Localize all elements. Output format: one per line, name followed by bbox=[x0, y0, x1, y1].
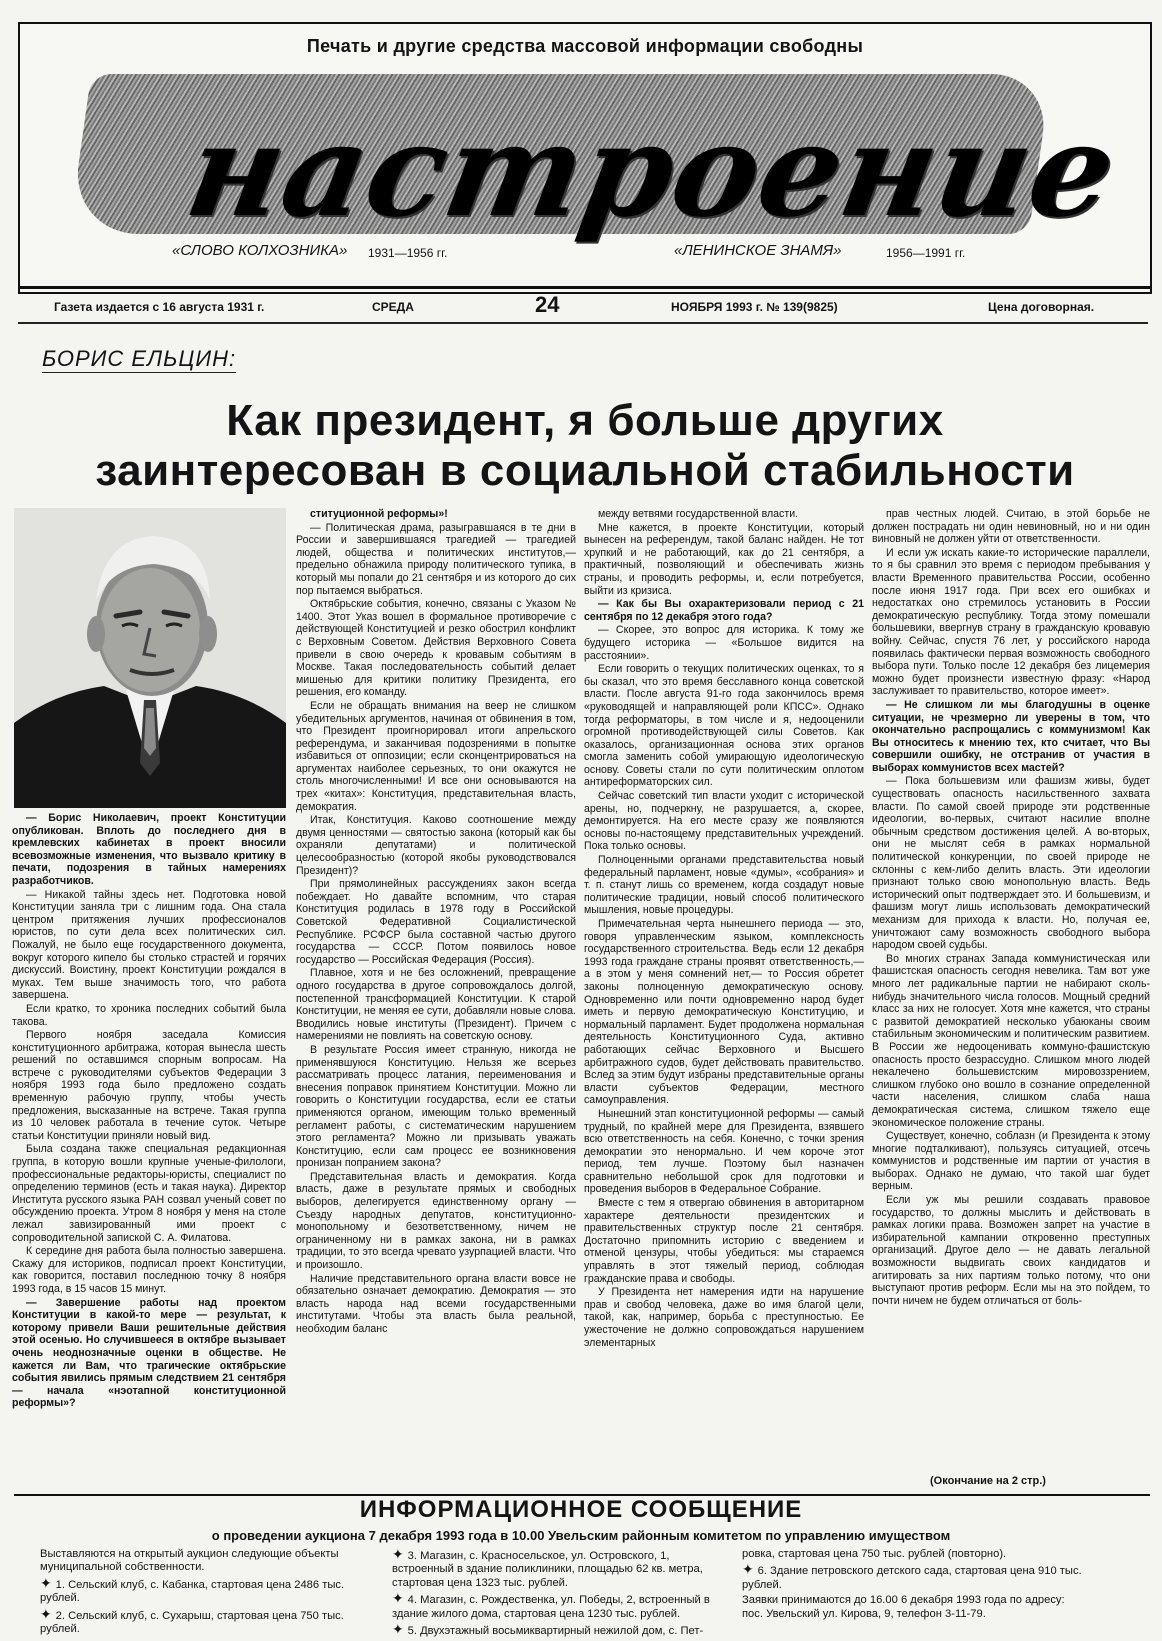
article-paragraph: Если кратко, то хроника последних событий была такова. bbox=[12, 1002, 286, 1028]
info-list-item bbox=[392, 1623, 732, 1638]
info-column-3 bbox=[742, 1548, 1082, 1638]
star-bullet-icon: ✦ bbox=[392, 1548, 408, 1562]
article-paragraph: Вместе с тем я отвергаю обвинения в авторитарном характере деятельности президентских и правительственных структур после 21 сентября. Достаточно припомнить историю с введением и отменой цензуры, чтобы убедиться: мы стараемся управлять в этот тяжелый период, соблюдая гражданские права и свободы. bbox=[584, 1197, 864, 1285]
info-list-item bbox=[742, 1548, 1082, 1561]
headline-line-1: Как президент, я больше других bbox=[226, 396, 944, 445]
article-paragraph: Существует, конечно, соблазн (и Президента к этому многие подталкивают), пользуясь ситуацией, отсечь коммунистов и родственные им партии от участия в выборах. Однако не думаю, что такой шаг будет верным. bbox=[872, 1130, 1150, 1193]
info-list-item bbox=[742, 1563, 1082, 1592]
former-name-1: «СЛОВО КОЛХОЗНИКА» bbox=[172, 242, 348, 259]
article-paragraph: Мне кажется, в проекте Конституции, который вынесен на референдум, такой баланс найден. Не тот хрупкий и не работающий, как до 21 сентября, а практичный, позволяющий и обеспечивать жизнь страны, и проводить реформы, и, если потребуется, выйти из кризиса. bbox=[584, 521, 864, 597]
star-bullet-icon: ✦ bbox=[40, 1574, 56, 1591]
article-paragraph: Октябрьские события, конечно, связаны с Указом № 1400. Этот Указ вошел в формальное противоречие с действующей Конституцией и резко обострил конфликт с Верховным Советом. Действия Верховного Совета привели в свою очередь к кровавым событиям в Москве. Такая последовательность событий делает мишенью для критики политику Президента, его решения, его команду. bbox=[296, 598, 576, 699]
article-column-1 bbox=[12, 812, 286, 1492]
article-paragraph: Во многих странах Запада коммунистическая или фашистская опасность сегодня невелика. Там вот уже много лет радикальные партии не набирают сколь-нибудь значительного числа голосов. Мощный средний класс за них не голосует. Хотя мне кажется, что страны с развитой демократией несколько убаюканы своим стабильным экономическим и политическим развитием. В России же недооценивать коммуно-фашистскую опасность просто безрассудно. Слишком много людей некалечено большевистским мировоззрением, слишком глубоко оно вошло в сознание определенной части населения, слишком слаба наша демократическая система, слишком тяжело еще экономическое положение страны. bbox=[872, 952, 1150, 1129]
article-paragraph: Плавное, хотя и не без осложнений, превращение одного государства в другое сопровождалось долгой, постепенной трансформацией Конституции. К старой Конституции, не меняя ее сути, добавляли новые слова. Вводились новые институты (Президент). Причем с намерениями не повлиять на советскую основу. bbox=[296, 967, 576, 1043]
former-years-1: 1931—1956 гг. bbox=[368, 246, 448, 260]
info-list-item bbox=[40, 1548, 380, 1575]
article-paragraph: Если говорить о текущих политических оценках, то я бы сказал, что это время бесславного конца советской власти. После августа 91-го года закончилось время «руководящей и направляющей роли КПСС». Однако тогда реформаторы, в том числе и я, недооценили огромной противодействующей силы Советов. Как оказалось, организационная основа этих органов смогла заменить собой умирающую идеологическую основу. Советы стали по сути политическим оплотом антиреформаторских сил. bbox=[584, 663, 864, 789]
article-paragraph: В результате Россия имеет странную, никогда не применявшуюся Конституцию. Нельзя же всерьез рассматривать процесс латания, переименования и внесения поправок принятием Конституции. Можно ли говорить о Конституции государства, если ее статьи применяются органом, имеющим только временный регламент работы, с систематическим нарушением этого регламента? Можно ли призывать уважать Конституцию, если сам процесс ее возникновения пронизан попранием закона? bbox=[296, 1043, 576, 1170]
article-column-4 bbox=[872, 508, 1150, 1492]
article-paragraph: — Завершение работы над проектом Конституции в какой-то мере — результат, к которому привели Ваши решительные действия этой осенью. Но случившееся в октябре вызывает очень неоднозначные оценки в обществе. Не кажется ли Вам, что трагические октябрьские события явились прямым следствием 21 сентября — начала «нэотапной конституционной реформы»? bbox=[12, 1296, 286, 1410]
headline-line-2: заинтересован в социальной стабильности bbox=[95, 446, 1075, 495]
newspaper-title: настроение bbox=[176, 96, 1127, 246]
article-paragraph: Примечательная черта нынешнего периода — это, говоря управленческим языком, комплексность государственного строительства. Ведь если 12 декабря 1993 года граждане страны проявят ответственность,— а в этом у меня сомнений нет,— то Россия обретет законы полноценную демократическую основу. Одновременно или почти одновременно народ будет иметь и первую демократическую Конституцию, и нормальный парламент. Будет продолжена нормальная деятельность Конституционного Суда, активно работающих сейчас Верховного и Высшего арбитражного судов, будет действовать правительство. Вслед за этим будут избраны представительные органы власти субъектов Федерации, местного самоуправления. bbox=[584, 918, 864, 1107]
article-paragraph: — Борис Николаевич, проект Конституции опубликован. Вплоть до последнего дня в кремлевских кабинетах в проект вносили всевозможные изменения, что вызвало критику в печати, подозрения в тайных намерениях разработчиков. bbox=[12, 812, 286, 887]
article-paragraph: Нынешний этап конституционной реформы — самый трудный, по крайней мере для Президента, взявшего всю ответственность на себя. Конечно, с точки зрения демократии это ненормально. И чем короче этот период, тем лучше. Поэтому был назначен сравнительно небольшой срок для подготовки и проведения выборов в Федеральное Собрание. bbox=[584, 1107, 864, 1196]
article-kicker: БОРИС ЕЛЬЦИН: bbox=[42, 346, 237, 371]
star-bullet-icon: ✦ bbox=[742, 1561, 758, 1578]
portrait-illustration bbox=[14, 508, 286, 808]
info-list-item bbox=[40, 1574, 380, 1606]
article-paragraph: Представительная власть и демократия. Когда власть, даже в результате прямых и свободных выборов, делегируется единственному органу — Съезду народных депутатов, конституционно-монопольному и безответственному, ничем не ограниченному ни в рамках закона, ни в рамках традиции, то это всегда чревато узурпацией власти. Что и произошло. bbox=[296, 1170, 576, 1272]
article-paragraph: Первого ноября заседала Комиссия конституционного арбитража, которая вынесла шесть решений по оставшимся спорным вопросам. На встрече с руководителями субъектов Федерации 3 ноября 1993 года было предложено создать временную рабочую группу, чтобы учесть предложения, высказанные на встрече. Такая группа из 10 человек работала в течение суток. Четыре статьи Конституции приняли новый вид. bbox=[12, 1029, 286, 1142]
info-list-text: 1. Сельский клуб, с. Кабанка, стартовая цена 2486 тыс. рублей. bbox=[40, 1578, 345, 1605]
article-paragraph: Если уж мы решили создавать правовое государство, то должны мыслить и действовать в рамках логики права. Возможен запрет на участие в избирательной кампании откровенно преступных организаций. Другое дело — не давать легальной возможности выдвигать своих кандидатов и агитировать за них партиям только потому, что они выступают против реформ. Если мы на это пойдем, то почти ничем не будем отличаться от боль- bbox=[872, 1194, 1150, 1307]
star-bullet-icon: ✦ bbox=[392, 1590, 408, 1607]
weekday: СРЕДА bbox=[372, 300, 414, 314]
former-years-2: 1956—1991 гг. bbox=[886, 246, 966, 260]
article-paragraph: — Не слишком ли мы благодушны в оценке ситуации, не чрезмерно ли уверены в том, что окончательно распрощались с коммунизмом! Как Вы относитесь к мнению тех, кто считает, что Вы совершили ошибку, не отстранив от участия в выборах коммунистов всех мастей? bbox=[872, 698, 1150, 774]
info-list-text: 6. Здание петровского детского сада, стартовая цена 910 тыс. рублей. bbox=[742, 1565, 1082, 1591]
masthead bbox=[18, 22, 1152, 294]
former-name-2: «ЛЕНИНСКОЕ ЗНАМЯ» bbox=[674, 242, 842, 259]
article-column-3 bbox=[584, 508, 864, 1492]
article-column-2 bbox=[296, 508, 576, 1492]
info-list-item bbox=[392, 1548, 732, 1590]
continuation-note: (Окончание на 2 стр.) bbox=[930, 1475, 1046, 1487]
masthead-slogan: Печать и другие средства массовой информации свободны bbox=[306, 36, 864, 56]
info-list-text: ровка, стартовая цена 750 тыс. рублей (повторно). bbox=[742, 1548, 1007, 1560]
article-paragraph: — Политическая драма, разыгравшаяся в те дни в России и завершившаяся трагедией — трагедией людей, общества и политических институтов,— предельно обнажила природу политического тупика, в который мы попали до 21 сентября и из которого до сих пор пытаемся выбраться. bbox=[296, 521, 576, 597]
masthead-rule bbox=[20, 286, 1150, 289]
article-paragraph: — Никакой тайны здесь нет. Подготовка новой Конституции заняла три с лишним года. Она стала центром притяжения лучших профессионалов юристов, по сути дела всех политических сил. Пожалуй, не было еще государственного документа, вокруг которого кипело бы столько страстей и горячих дискуссий. Воистину, проект Конституции рождался в муках. Тем выше значимость того, что работа завершена. bbox=[12, 888, 286, 1002]
price: Цена договорная. bbox=[988, 300, 1095, 314]
info-list-text: 5. Двухэтажный восьмиквартирный нежилой дом, с. Пет- bbox=[407, 1625, 704, 1638]
article-paragraph: Наличие представительного органа власти вовсе не обязательно означает демократию. Демократия — это власть народа над всеми государственными институтами. Чтобы эта власть была реальной, необходим баланс bbox=[296, 1272, 576, 1335]
info-bar-rule bbox=[18, 322, 1148, 324]
star-bullet-icon: ✦ bbox=[40, 1605, 56, 1622]
article-paragraph: ституционной реформы»! bbox=[310, 508, 448, 520]
article-paragraph: Если не обращать внимания на веер не слишком убедительных аргументов, начиная от обвинения в том, что Президент проигнорировал итоги апрельского референдума, и заканчивая подозрениями в попытке избавиться от оппозиции; если сконцентрироваться на аргументах наиболее серьезных, то они окажутся не столь многочисленными! И все они основываются на трех «китах»: Конституция, представительная власть, демократия. bbox=[296, 699, 576, 813]
info-list-item bbox=[742, 1594, 1082, 1621]
star-bullet-icon: ✦ bbox=[392, 1621, 408, 1638]
info-title bbox=[0, 1496, 1162, 1524]
article-paragraph: между ветвями государственной власти. bbox=[598, 508, 799, 520]
article-paragraph: Сейчас советский тип власти уходит с исторической арены, но, подчеркну, не разрушается, а, скорее, демонтируется. На его месте сразу же появляются основы по-настоящему представительных учреждений. Пока только основы. bbox=[584, 790, 864, 853]
article-paragraph: У Президента нет намерения идти на нарушение прав и свобод человека, даже во имя благой цели, такой, как, например, борьба с преступностью. Ее ужесточение не должно сопровождаться нарушением элементарных bbox=[584, 1286, 864, 1349]
info-column-1 bbox=[40, 1548, 380, 1638]
info-list-text: 3. Магазин, с. Красносельское, ул. Островского, 1, встроенный в здание поликлиники, площадью 62 кв. метра, стартовая цена 1323 тыс. рублей. bbox=[392, 1550, 703, 1589]
info-column-2 bbox=[392, 1548, 732, 1638]
info-list-text: 2. Сельский клуб, с. Сухарыш, стартовая цена 750 тыс. рублей. bbox=[40, 1609, 344, 1636]
publication-since: Газета издается с 16 августа 1931 г. bbox=[54, 300, 265, 314]
article-paragraph: — Скорее, это вопрос для историка. К тому же будущего историка — «Большое видится на расстоянии». bbox=[584, 624, 864, 662]
info-subtitle: о проведении аукциона 7 декабря 1993 года в 10.00 Увельским районным комитетом по управлению имуществом bbox=[211, 1528, 951, 1543]
issue-date-number: НОЯБРЯ 1993 г. № 139(9825) bbox=[671, 300, 838, 314]
info-list-text: 4. Магазин, с. Рождественка, ул. Победы, 2, встроенный в здание жилого дома, стартовая цена 1230 тыс. рублей. bbox=[392, 1594, 710, 1620]
article-paragraph: К середине дня работа была полностью завершена. Скажу для историков, подписал проект Конституции, как говорится, поставил последнюю точку 8 ноября 1993 года, в 15 часов 15 минут. bbox=[12, 1245, 286, 1295]
portrait-photo bbox=[14, 508, 286, 808]
info-list-item bbox=[392, 1592, 732, 1621]
article-paragraph: Была создана также специальная редакционная группа, в которую вошли крупные ученые-филологи, профессиональные редакторы-юристы, специалист по определению терминов (есть и такая наука). Директор Института русского языка РАН созвал ученый совет по обсуждению проекта. Утром 8 ноября у меня на столе лежал завизированный ими проект с сопроводительной запиской С. А. Филатова. bbox=[12, 1143, 286, 1244]
article-paragraph: — Пока большевизм или фашизм живы, будет существовать опасность насильственного захвата власти. По самой своей природе эти родственные идеологии, во-первых, считают насилие вполне обычным средством достижения целей. А во-вторых, они не мыслят себя в рамках нормальной политической конкуренции, по своей природе не склонны с кем-либо делить власть. Эти идеологии признают только свою монопольную власть. Ведь исторический опыт подтверждает это. И большевизм, и фашизм могут лишь использовать демократический механизм для прихода к власти. Но, получая ее, уничтожают саму возможность свободного выбора народом своей судьбы. bbox=[872, 775, 1150, 952]
info-list-item bbox=[40, 1605, 380, 1637]
info-list-text: Выставляются на открытый аукцион следующие объекты муниципальной собственности. bbox=[40, 1548, 339, 1574]
info-title-text: ИНФОРМАЦИОННОЕ СООБЩЕНИЕ bbox=[350, 1496, 813, 1523]
article-paragraph: прав честных людей. Считаю, в этой борьбе не должен пострадать ни один невиновный, но и ни один виновный не должен уйти от ответственности. bbox=[872, 508, 1150, 546]
article-paragraph: И если уж искать какие-то исторические параллели, то я бы сравнил это время с периодом пребывания у власти Временного правительства России, особенно после июня 1917 года. При всех его ошибках и недостатках оно стремилось установить в России демократическую республику. Тогда этому помешали большевики, ввергнув страну в гражданскую кровавую войну. Сейчас, спустя 76 лет, у российского народа появилась фактически первая возможность свободного выбора пути. Только после 12 декабря без лицемерия можно будет произнести известную фразу: «Народ заслуживает то правительство, которое имеет». bbox=[872, 546, 1150, 698]
info-list-text: Заявки принимаются до 16.00 6 декабря 1993 года по адресу: пос. Увельский ул. Кирова, 9, телефон 3-11-79. bbox=[742, 1594, 1065, 1620]
article-paragraph: — Как бы Вы охарактеризовали период с 21 сентября по 12 декабря этого года? bbox=[584, 598, 864, 623]
article-headline bbox=[30, 396, 1140, 496]
issue-info-bar bbox=[30, 292, 1140, 322]
article-paragraph: При прямолинейных рассуждениях закон всегда побеждает. Но давайте вспомним, что старая Конституция родилась в 1978 году в Российской Советской Федеративной Социалистической Республике. РСФСР была составной частью другого государства — СССР. Потом появилось новое государство — Российская Федерация (Россия). bbox=[296, 878, 576, 966]
article-paragraph: Итак, Конституция. Каково соотношение между двумя ценностями — святостью закона (который как бы охраняли депутатами) и политической целесообразностью (которой якобы руководствовался Президент)? bbox=[296, 814, 576, 877]
issue-day: 24 bbox=[535, 292, 560, 317]
article-paragraph: Полноценными органами представительства новый федеральный парламент, новые «думы», «собрания» и т. п. станут лишь со временем, когда создадут новые политические традиции, новый способ политического мышления, новые процедуры. bbox=[584, 854, 864, 917]
